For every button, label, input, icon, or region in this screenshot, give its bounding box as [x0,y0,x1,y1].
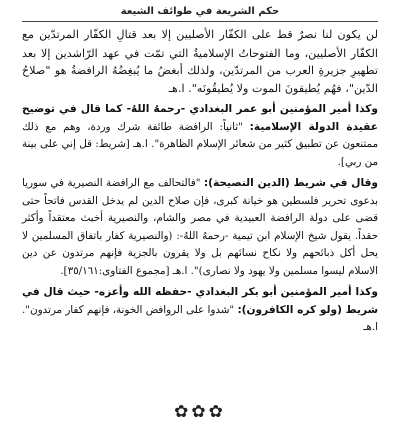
header-divider [22,21,378,22]
paragraph-2 [22,101,378,171]
paragraph-4 [22,284,378,337]
end-ornament-icon: ✿✿✿ [174,402,226,422]
paragraph-1-text: لن يكون لنا نصرٌ قط على الكفّار الأصليين إلا بعد قتالِ الكفّار المرتدّين مع الكفّار الأصليين، وما الفتوحاتُ الإسلاميةُ التي تمّت في عهد الرّاشدين إلا بعد تطهيرِ جزيرةِ العرب من المرتدّين، ولذلك أبغضُ ما يُبغِضُهُ الرافضةُ هو "صلاحُ الدّين"، فهُم يُطيقونَ الموت ولا يُطيقُونَه". ا.هـ [22,28,378,95]
paragraph-3-text: "فالتحالف مع الرافضة النصيرية في سوريا بدعوى تحرير فلسطين هو خيانة كبرى، فإن صلاح الدين لم يدخل القدس فاتحاً حتى قضى على دولة الرافضة العبيدية في مصر والشام، والنصيرية أخبث معتقداً وأكثر حقداً. يقول شيخ الإسلام ابن تيمية -رحمهُ اللهُ-: (والنصيرية كفار باتفاق المسلمين لا يحل أكل ذبائحهم ولا نكاح نسائهم بل ولا يقرون بالجزية فإنهم مرتدون عن دين الاسلام ليسوا مسلمين ولا يهود ولا نصارى)". ا.هـ [مجموع الفتاوى:٣٥/١٦١]. [22,177,378,277]
paragraph-3 [22,175,378,280]
paragraph-4-text: "شدوا على الروافض الخونة، فإنهم كفار مرتدون". ا.هـ [22,303,378,333]
document-body [22,26,378,337]
paragraph-2-text: "ثانياً: الرافضة طائفة شرك وردة، وهم مع ذلك ممتنعون عن تطبيق كثير من شعائر الإسلام الظاهرة". ا.هـ [شريط: قل إني على بينة من ربي]. [22,120,378,168]
paragraph-3-lead: وقال في شريط (الدين النصيحة): [203,177,379,189]
paragraph-1 [22,26,378,97]
running-header: حكم الشريعة في طوائف الشيعة [120,6,280,17]
paragraph-4-lead: وكذا أمير المؤمنين أبو بكر البغدادي -حفظه الله وأعزه- حيث قال في شريط (ولو كره الكافرون): [22,286,378,316]
paragraph-2-lead: وكذا أمير المؤمنين أبو عمر البغدادي -رحمهُ اللهُ- كما قال في توضيح عقيدة الدولة الإسلامية: [22,103,378,133]
